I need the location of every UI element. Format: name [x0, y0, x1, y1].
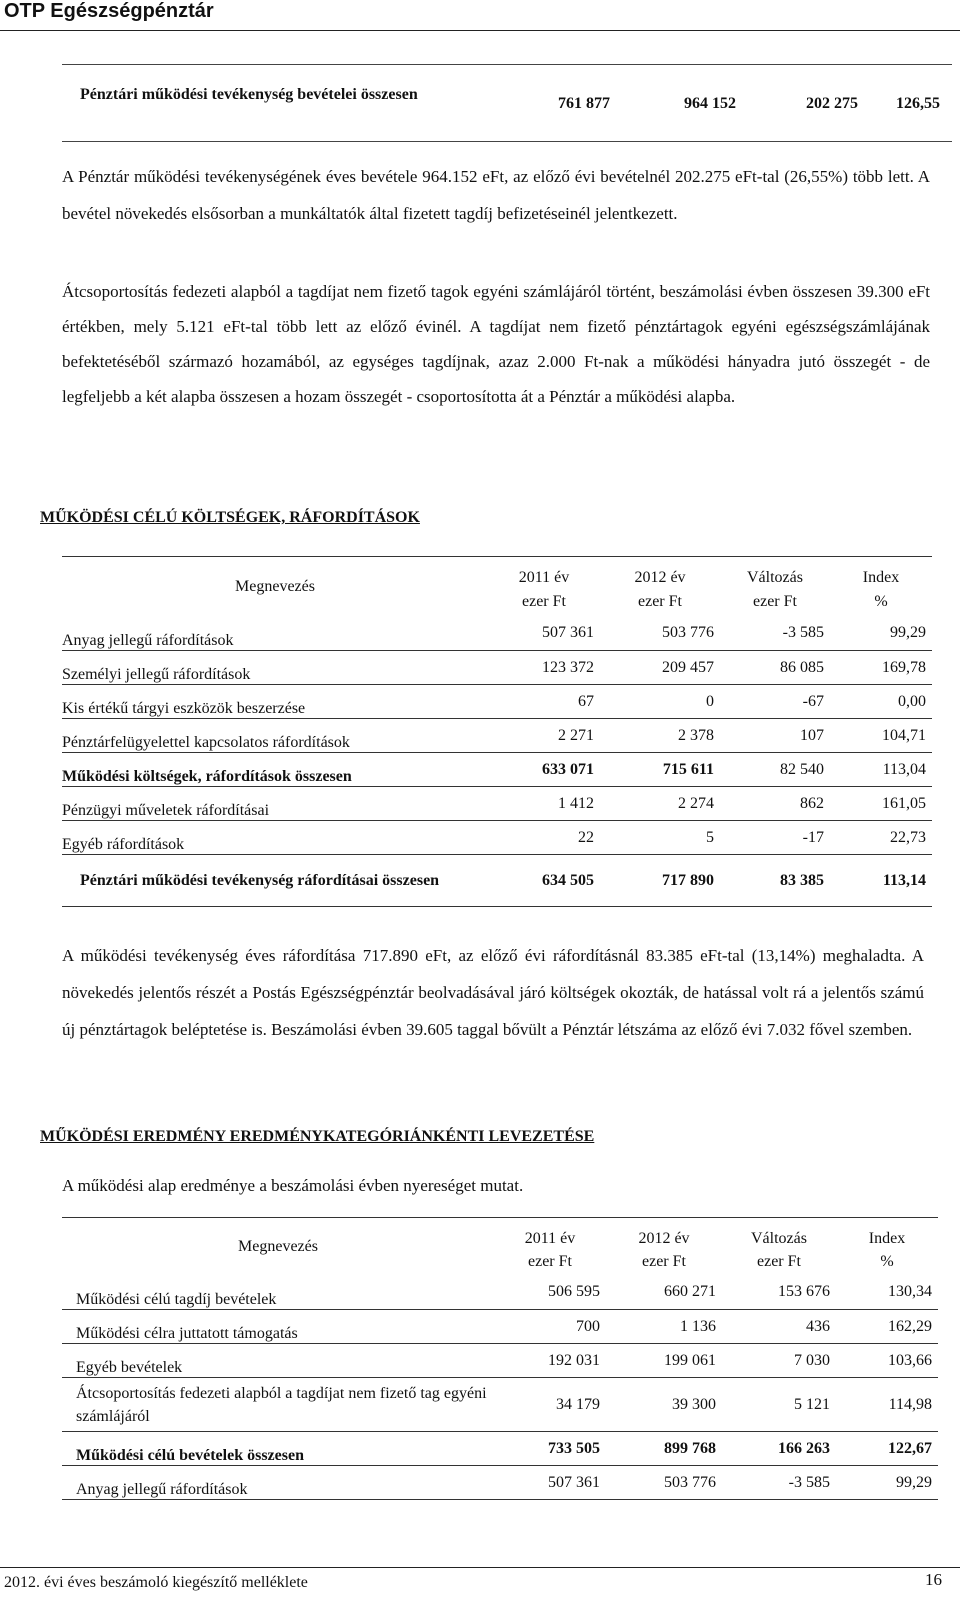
costs-col-index: Index [862, 568, 900, 586]
table-row: Kis értékű tárgyi eszközök beszerzése 67 0 -67 0,00 [62, 685, 932, 719]
paragraph-income: A Pénztár működési tevékenységének éves bevétele 964.152 eFt, az előző évi bevételnél 202.275 eFt-tal (26,55%) több lett. A bevétel növekedés elsősorban a munkáltatók által fizetett tagdíj befizetéseinél jelentkezett. [62, 167, 930, 223]
table-row: Egyéb bevételek 192 031 199 061 7 030 103,66 [62, 1344, 938, 1378]
result-col-index: Index [868, 1229, 906, 1247]
page-number: 16 [925, 1570, 942, 1589]
result-col-name: Megnevezés [238, 1237, 318, 1255]
paragraph-result-intro: A működési alap eredménye a beszámolási évben nyereséget mutat. [62, 1176, 524, 1195]
table-row-subtotal: Működési költségek, ráfordítások összesen 633 071 715 611 82 540 113,04 [62, 753, 932, 787]
costs-unit-2012: ezer Ft [638, 592, 682, 610]
table-row: Átcsoportosítás fedezeti alapból a tagdíjat nem fizető tag egyéni számlájáról 34 179 39 300 5 121 114,98 [62, 1378, 938, 1432]
costs-col-change: Változás [747, 568, 803, 586]
result-unit-change: ezer Ft [757, 1252, 801, 1270]
table-row-total: Pénztári működési tevékenység ráfordításai összesen 634 505 717 890 83 385 113,14 [62, 855, 932, 907]
costs-col-2011: 2011 év [518, 568, 570, 586]
paragraph-costs: A működési tevékenység éves ráfordítása 717.890 eFt, az előző évi ráfordításnál 83.385 eFt-tal (13,14%) meghaladta. A növekedés jelentős részét a Postás Egészségpénztár beolvadásával járó költségek okozták, de hatással volt rá a jelentős számú új pénztártagok beléptetése is. Beszámolási évben 39.605 taggal bővült a Pénztár létszáma az előző évi 7.032 fővel szemben. [62, 946, 924, 1039]
result-table [62, 1217, 938, 1500]
income-summary-row [62, 64, 952, 142]
income-summary-label: Pénztári működési tevékenység bevételei összesen [80, 86, 418, 103]
costs-unit-2011: ezer Ft [522, 592, 566, 610]
costs-unit-index: % [874, 592, 888, 610]
result-unit-2011: ezer Ft [528, 1252, 572, 1270]
costs-table [62, 556, 932, 907]
result-col-2012: 2012 év [638, 1229, 690, 1247]
header-title: OTP Egészségpénztár [4, 0, 214, 22]
costs-col-2012: 2012 év [634, 568, 686, 586]
table-row: Működési célú tagdíj bevételek 506 595 660 271 153 676 130,34 [62, 1276, 938, 1310]
income-value-index: 126,55 [896, 95, 940, 112]
table-row: Anyag jellegű ráfordítások 507 361 503 776 -3 585 99,29 [62, 617, 932, 651]
result-unit-2012: ezer Ft [642, 1252, 686, 1270]
section-heading-costs: MŰKÖDÉSI CÉLÚ KÖLTSÉGEK, RÁFORDÍTÁSOK [40, 509, 420, 526]
table-row-subtotal: Működési célú bevételek összesen 733 505 899 768 166 263 122,67 [62, 1432, 938, 1466]
section-heading-result: MŰKÖDÉSI EREDMÉNY EREDMÉNYKATEGÓRIÁNKÉNTI LEVEZETÉSE [40, 1128, 595, 1145]
income-value-change: 202 275 [806, 95, 858, 112]
result-unit-index: % [880, 1252, 894, 1270]
result-col-2011: 2011 év [524, 1229, 576, 1247]
header-divider [0, 30, 960, 31]
paragraph-transfer: Átcsoportosítás fedezeti alapból a tagdíjat nem fizető tagok egyéni számlájáról történt, beszámolási évben összesen 39.300 eFt értékben, mely 5.121 eFt-tal több lett az előző évinél. A tagdíjat nem fizető pénztártagok egyéni egészségszámlájának befektetéséből származó hozamából, az egységes tagdíjnak, azaz 2.000 Ft-nak a működési hányadra jutó összegét - de legfeljebb a két alapba összesen a hozam összegét - csoportosította át a Pénztár a működési alapba. [62, 282, 930, 406]
table-row: Egyéb ráfordítások 22 5 -17 22,73 [62, 821, 932, 855]
table-row: Működési célra juttatott támogatás 700 1 136 436 162,29 [62, 1310, 938, 1344]
result-col-change: Változás [751, 1229, 807, 1247]
costs-unit-change: ezer Ft [753, 592, 797, 610]
footer-text: 2012. évi éves beszámoló kiegészítő melléklete [4, 1574, 308, 1591]
income-value-2012: 964 152 [684, 95, 736, 112]
table-row: Személyi jellegű ráfordítások 123 372 209 457 86 085 169,78 [62, 651, 932, 685]
table-row: Pénzügyi műveletek ráfordításai 1 412 2 274 862 161,05 [62, 787, 932, 821]
footer-divider [0, 1567, 960, 1568]
income-value-2011: 761 877 [558, 95, 610, 112]
table-row: Pénztárfelügyelettel kapcsolatos ráfordítások 2 271 2 378 107 104,71 [62, 719, 932, 753]
costs-col-name: Megnevezés [235, 577, 315, 595]
table-row: Anyag jellegű ráfordítások 507 361 503 776 -3 585 99,29 [62, 1466, 938, 1500]
